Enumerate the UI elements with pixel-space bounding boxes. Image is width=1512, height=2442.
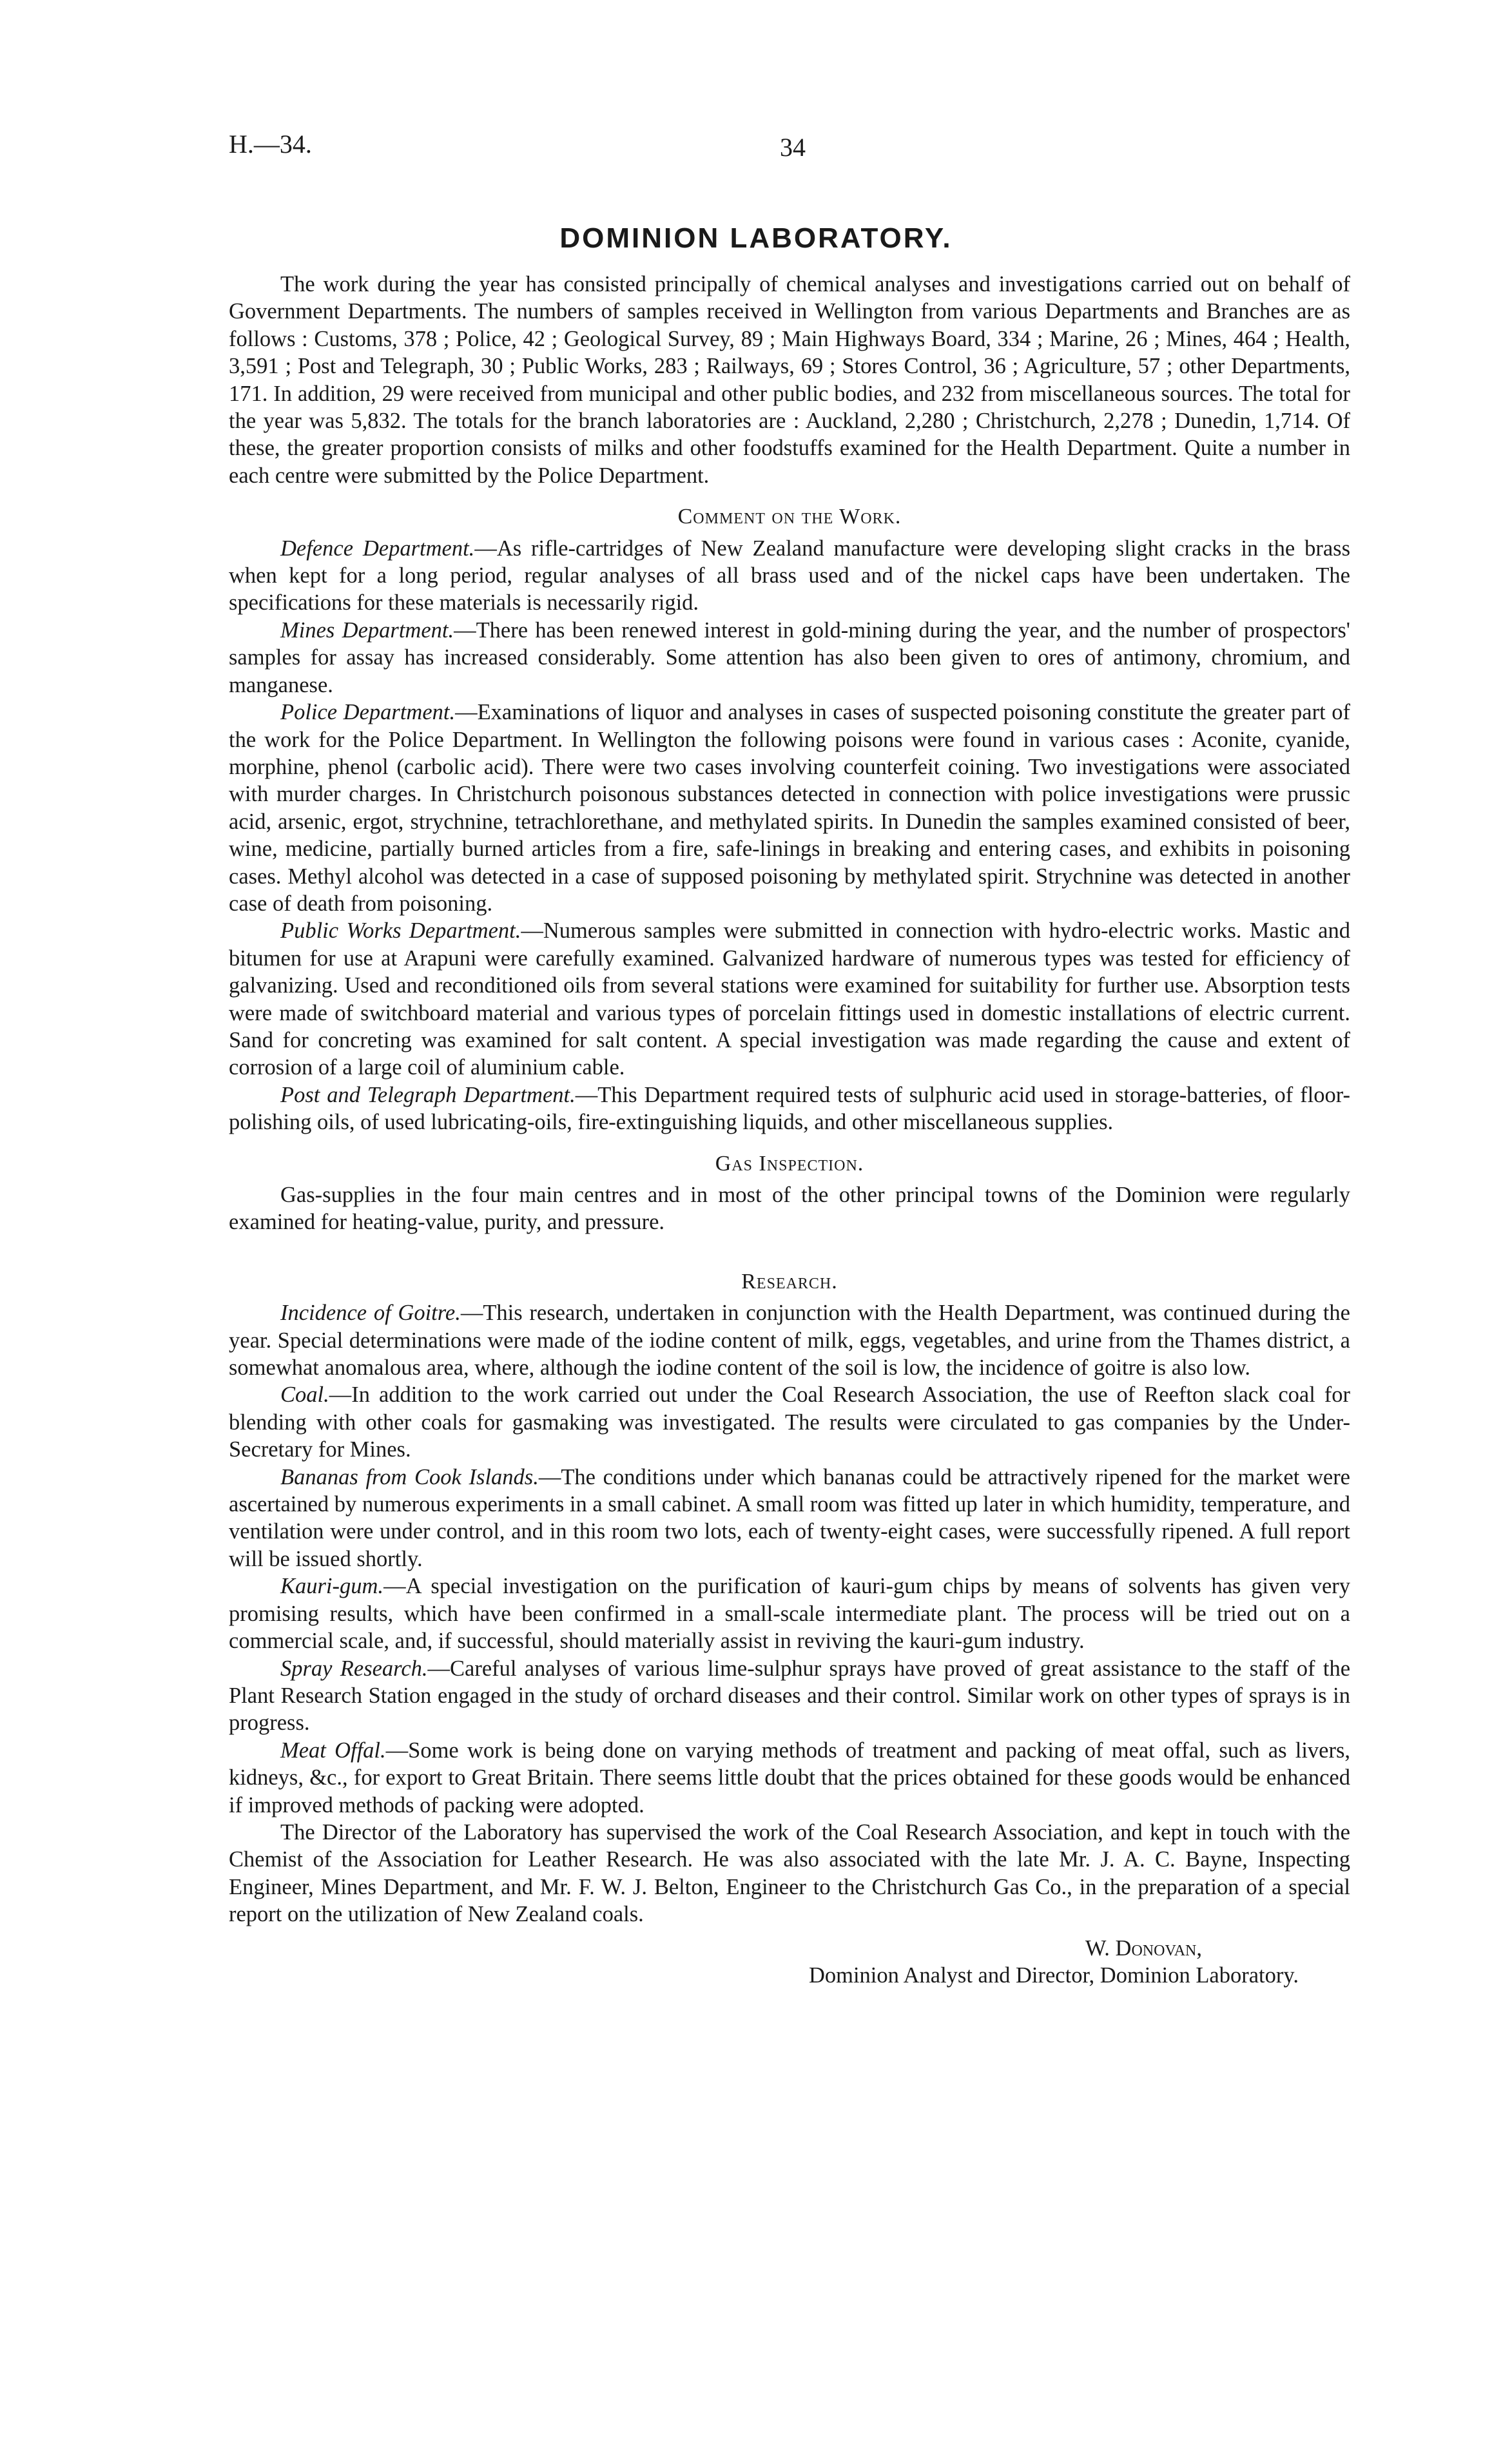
research-paragraph (229, 1464, 1350, 1573)
comment-paragraph (229, 1081, 1350, 1136)
paragraph-subtitle: Post and Telegraph Department. (280, 1082, 576, 1107)
research-paragraph (229, 1737, 1350, 1819)
paragraph-text: —A special investigation on the purification of kauri-gum chips by means of solvents has given very promising results, which have been confirmed in a small-scale intermediate plant. The process will be tried out on a commercial scale, and, if successful, should materially assist in reviving the kauri-gum industry. (229, 1574, 1350, 1654)
paragraph-subtitle: Incidence of Goitre. (280, 1301, 461, 1326)
paragraph-text: —As rifle-cartridges of New Zealand manufacture were developing slight cracks in the brass when kept for a long period, regular analyses of all brass used and of the nickel caps have been undertaken. The specifications for these materials is necessarily rigid. (229, 536, 1350, 615)
page-title: DOMINION LABORATORY. (559, 222, 953, 254)
paragraph-text: —Some work is being done on varying methods of treatment and packing of meat offal, such as livers, kidneys, &c., for export to Great Britain. There seems little doubt that the prices obtained for these goods would be enhanced if improved methods of packing were adopted. (229, 1738, 1351, 1817)
comment-paragraph (229, 617, 1350, 699)
paragraph-subtitle: Bananas from Cook Islands. (280, 1464, 539, 1489)
signatory-role: Dominion Analyst and Director, Dominion Laboratory. (808, 1962, 1299, 1988)
paragraph-subtitle: Coal. (280, 1382, 329, 1408)
paragraph-text: —Numerous samples were submitted in connection with hydro-electric works. Mastic and bitumen for use at Arapuni were carefully examined. Galvanized hardware of numerous types was tested for efficiency of galvanizing. Used and reconditioned oils from several stations were examined for suitability for further use. Absorption tests were made of switchboard material and various types of porcelain fittings used in domestic installations of electric current. Sand for concreting was examined for salt content. A special investigation was made regarding the cause and extent of corrosion of a large coil of aluminium cable. (229, 918, 1350, 1080)
paragraph-text: —This Department required tests of sulphuric acid used in storage-batteries, of floor-polishing oils, of used lubricating-oils, fire-extinguishing liquids, and other miscellaneous supplies. (229, 1082, 1351, 1135)
paragraph-subtitle: Kauri-gum. (280, 1574, 384, 1599)
signature-block (229, 1935, 1350, 1990)
signatory-name: W. Donovan, (1085, 1935, 1202, 1961)
paragraph-subtitle: Spray Research. (280, 1656, 428, 1681)
gas-paragraph: Gas-supplies in the four main centres and in most of the other principal towns of the Dominion were regularly examined for heating-value, purity, and pressure. (229, 1183, 1350, 1235)
document-reference: H.—34. (229, 130, 312, 159)
paragraph-text: —The conditions under which bananas could be attractively ripened for the market were ascertained by numerous experiments in a small cabinet. A small room was fitted up later in which humidity, temperature, and ventilation were under control, and in this room two lots, each of twenty-eight cases, were successfully ripened. A full report will be issued shortly. (229, 1464, 1350, 1571)
paragraph-subtitle: Defence Department. (280, 536, 475, 561)
research-paragraph (229, 1299, 1350, 1381)
paragraph-subtitle: Police Department. (280, 700, 456, 725)
paragraph-subtitle: Public Works Department. (280, 918, 521, 944)
paragraph-text: —There has been renewed interest in gold-mining during the year, and the number of prospectors' samples for assay has increased considerably. Some attention has also been given to ores of antimony, chromium, and manganese. (229, 617, 1350, 697)
section-heading-research: Research. (741, 1269, 838, 1294)
closing-paragraph: The Director of the Laboratory has supervised the work of the Coal Research Association, and kept in touch with the Chemist of the Association for Leather Research. He was also associated with the late Mr. J. A. C. Bayne, Inspecting Engineer, Mines Department, and Mr. F. W. J. Belton, Engineer to the Christchurch Gas Co., in the preparation of a special report on the utilization of New Zealand coals. (229, 1819, 1350, 1927)
document-body (229, 271, 1350, 1989)
paragraph-text: —Examinations of liquor and analyses in cases of suspected poisoning constitute the greater part of the work for the Police Department. In Wellington the following poisons were found in various cases : Aconite, cyanide, morphine, phenol (carbolic acid). There were two cases involving counterfeit coining. Two investigations were associated with murder charges. In Christchurch poisonous substances detected in connection with police investigations were prussic acid, arsenic, ergot, strychnine, tetrachlorethane, and methylated spirits. In Dunedin the samples examined consisted of beer, wine, medicine, partially burned articles from a fire, safe-linings in breaking and entering cases, and exhibits in poisoning cases. Methyl alcohol was detected in a case of supposed poisoning by methylated spirit. Strychnine was detected in another case of death from poisoning. (229, 700, 1350, 916)
section-heading-gas: Gas Inspection. (715, 1151, 864, 1176)
section-heading-comment: Comment on the Work. (677, 505, 902, 529)
page-number: 34 (780, 133, 806, 162)
comment-paragraph (229, 699, 1350, 917)
paragraph-text: —This research, undertaken in conjunction with the Health Department, was continued during the year. Special determinations were made of the iodine content of milk, eggs, vegetables, and urine from the Thames district, a somewhat anomalous area, where, although the iodine content of the soil is low, the incidence of goitre is also low. (229, 1301, 1350, 1381)
research-paragraph (229, 1381, 1350, 1463)
paragraph-subtitle: Mines Department. (280, 617, 454, 643)
research-paragraph (229, 1573, 1350, 1654)
comment-paragraph (229, 535, 1350, 617)
comment-paragraph (229, 917, 1350, 1081)
intro-paragraph: The work during the year has consisted principally of chemical analyses and investigations carried out on behalf of Government Departments. The numbers of samples received in Wellington from various Departments and Branches are as follows : Customs, 378 ; Police, 42 ; Geological Survey, 89 ; Main Highways Board, 334 ; Marine, 26 ; Mines, 464 ; Health, 3,591 ; Post and Telegraph, 30 ; Public Works, 283 ; Railways, 69 ; Stores Control, 36 ; Agriculture, 57 ; other Departments, 171. In addition, 29 were received from municipal and other public bodies, and 232 from miscellaneous sources. The total for the year was 5,832. The totals for the branch laboratories are : Auckland, 2,280 ; Christchurch, 2,278 ; Dunedin, 1,714. Of these, the greater proportion consists of milks and other foodstuffs examined for the Health Department. Quite a number in each centre were submitted by the Police Department. (229, 272, 1350, 488)
paragraph-subtitle: Meat Offal. (280, 1738, 386, 1763)
paragraph-text: —Careful analyses of various lime-sulphur sprays have proved of great assistance to the staff of the Plant Research Station engaged in the study of orchard diseases and their control. Similar work on other types of sprays is in progress. (229, 1656, 1351, 1736)
paragraph-text: —In addition to the work carried out under the Coal Research Association, the use of Reefton slack coal for blending with other coals for gasmaking was investigated. The results were circulated to gas companies by the Under-Secretary for Mines. (229, 1382, 1350, 1462)
research-paragraph (229, 1655, 1350, 1737)
